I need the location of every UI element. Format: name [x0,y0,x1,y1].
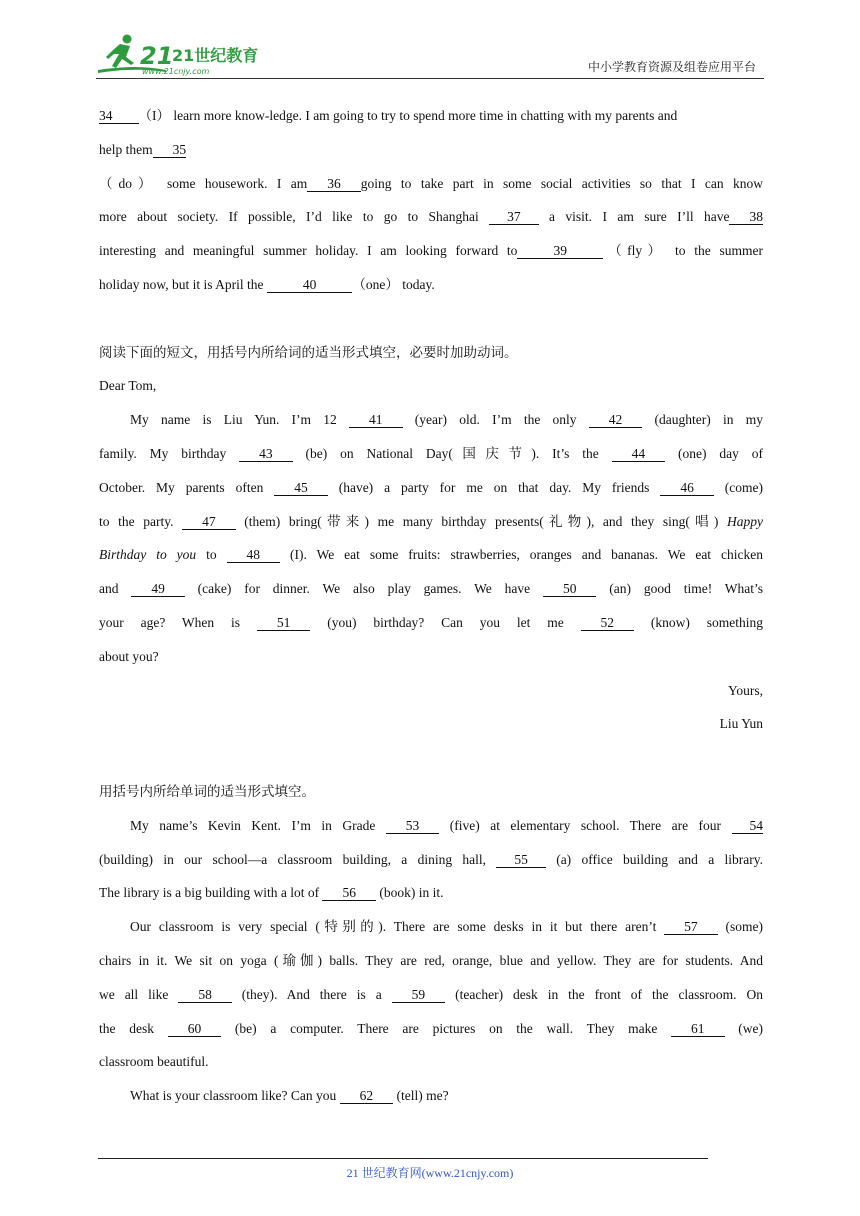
text-line [99,133,763,167]
text-segment: interesting and meaningful summer holiday. I am looking forward to [99,243,518,259]
answer-blank-39[interactable]: 39 [517,243,603,259]
text-segment: (they). And there is a [231,986,392,1002]
answer-blank-50[interactable]: 50 [543,581,597,597]
text-segment: the desk [99,1020,168,1036]
answer-blank-34[interactable]: 34 [99,108,139,124]
text-segment: (building) in our school—a classroom building, a dining hall, [99,851,497,867]
footer-divider [98,1158,708,1159]
section-2-instruction: 阅读下面的短文，用括号内所给词的适当形式填空，必要时加助动词。 [99,344,518,360]
letter-greeting: Dear Tom, [99,378,157,394]
text-segment: （I） learn more know-ledge. I am going to try to spend more time in chatting with my parents and [138,108,678,123]
text-segment: (an) good time! What’s [596,581,764,597]
text-line [99,1079,763,1113]
passage-1 [99,99,763,302]
text-segment: classroom beautiful. [99,1054,209,1070]
text-line [99,944,763,978]
italic-title: Birthday to you [99,547,197,563]
text-segment: (five) at elementary school. There are four [439,817,732,833]
italic-title: Happy [727,513,764,529]
text-segment: a visit. I am sure I’ll have [538,209,730,225]
letter-body [99,403,763,673]
text-segment: family. My birthday [99,445,240,461]
svg-text:www.21cnjy.com: www.21cnjy.com [142,67,210,76]
text-segment: going to take part in some social activities so that I can know [360,175,763,191]
text-segment: （do） some housework. I am [99,175,308,191]
text-segment: (some) [717,919,763,935]
answer-blank-51[interactable]: 51 [257,615,311,631]
answer-blank-38[interactable]: 38 [729,209,763,225]
answer-blank-61[interactable]: 61 [671,1021,725,1037]
text-segment: (daughter) in my [642,412,763,428]
text-segment: (them) bring(带来) me many birthday presents(礼物), and they sing(唱) [235,513,728,529]
text-segment: we all like [99,986,179,1002]
text-segment: chairs in it. We sit on yoga (瑜伽) balls. They are red, orange, blue and yellow. They are for students. And [99,952,763,968]
answer-blank-42[interactable]: 42 [589,412,643,428]
text-line [99,606,763,640]
text-line [99,572,763,606]
svg-text:21: 21 [140,42,174,70]
text-segment: (have) a party for me on that day. My friends [327,479,661,495]
svg-text:21世纪教育: 21世纪教育 [172,46,259,65]
answer-blank-40[interactable]: 40 [267,277,353,293]
text-segment: （one） today. [352,276,435,292]
text-segment: What is your classroom like? Can you [130,1088,340,1104]
text-segment: Our classroom is very special (特别的). There are some desks in it but there aren’t [130,919,665,935]
answer-blank-59[interactable]: 59 [392,987,446,1003]
footer-text: 21 世纪教育网(www.21cnjy.com) [346,1166,514,1180]
text-segment: My name’s Kevin Kent. I’m in Grade [130,817,386,833]
text-segment: your age? When is [99,614,257,630]
text-line [99,809,763,843]
section-3-instruction: 用括号内所给单词的适当形式填空。 [99,783,315,799]
text-line [99,234,763,268]
text-segment: holiday now, but it is April the [99,276,267,292]
text-segment: (you) birthday? Can you let me [310,614,581,630]
answer-blank-60[interactable]: 60 [168,1021,222,1037]
text-line [99,978,763,1012]
answer-blank-52[interactable]: 52 [581,615,635,631]
text-segment: (teacher) desk in the front of the classroom. On [445,986,764,1002]
text-segment: (tell) me? [393,1088,449,1104]
answer-blank-45[interactable]: 45 [274,480,328,496]
text-segment: October. My parents often [99,479,275,495]
text-segment: My name is Liu Yun. I’m 12 [130,412,350,428]
text-line [99,471,763,505]
answer-blank-62[interactable]: 62 [340,1088,394,1104]
text-segment: (one) day of [665,445,763,461]
document-body [99,99,763,1113]
text-line [99,200,763,234]
text-line [99,640,763,674]
text-segment: (know) something [634,614,763,630]
answer-blank-57[interactable]: 57 [664,919,718,935]
text-segment: more about society. If possible, I’d like to go to Shanghai [99,209,490,225]
text-segment: about you? [99,648,159,664]
text-line [99,505,763,539]
answer-blank-55[interactable]: 55 [496,852,546,868]
text-line [99,268,763,302]
text-segment: to [196,547,227,563]
text-segment: (a) office building and a library. [545,851,763,867]
letter-closing: Yours, [727,682,763,698]
page-header [96,30,764,79]
text-segment: (we) [724,1020,764,1036]
passage-3 [99,809,763,1113]
text-line [99,1012,763,1046]
platform-name: 中小学教育资源及组卷应用平台 [587,60,756,74]
text-line [99,99,763,133]
answer-blank-46[interactable]: 46 [660,480,714,496]
text-segment: (book) in it. [375,885,444,901]
answer-blank-36[interactable]: 36 [307,176,361,192]
text-segment: （fly） to the summer [602,243,763,259]
answer-blank-35[interactable]: 35 [153,142,187,158]
answer-blank-47[interactable]: 47 [182,514,236,530]
text-line [99,437,763,471]
answer-blank-49[interactable]: 49 [131,581,185,597]
text-segment: (I). We eat some fruits: strawberries, oranges and bananas. We eat chicken [280,547,763,563]
answer-blank-44[interactable]: 44 [612,446,666,462]
text-segment: and [99,581,132,597]
text-segment: The library is a big building with a lot of [99,885,323,901]
answer-blank-41[interactable]: 41 [349,412,403,428]
answer-blank-53[interactable]: 53 [386,818,440,834]
text-line [99,876,763,910]
answer-blank-58[interactable]: 58 [178,987,232,1003]
text-segment: (be) on National Day(国庆节). It’s the [292,445,612,461]
text-line [99,910,763,944]
text-segment: (cake) for dinner. We also play games. We have [184,581,543,597]
site-logo [96,30,266,76]
text-line [99,403,763,437]
letter-signature: Liu Yun [719,716,763,732]
text-line [99,538,763,572]
answer-blank-56[interactable]: 56 [322,885,376,901]
text-line [99,843,763,877]
text-segment: help them [99,141,153,157]
text-segment: (be) a computer. There are pictures on the wall. They make [221,1020,672,1036]
text-segment: (year) old. I’m the only [402,412,589,428]
answer-blank-43[interactable]: 43 [239,446,293,462]
text-segment: (come) [713,479,763,495]
text-segment: to the party. [99,513,183,529]
text-line [99,1045,763,1079]
answer-blank-48[interactable]: 48 [227,547,281,563]
answer-blank-37[interactable]: 37 [489,209,539,225]
text-line [99,167,763,201]
answer-blank-54[interactable]: 54 [732,818,764,834]
